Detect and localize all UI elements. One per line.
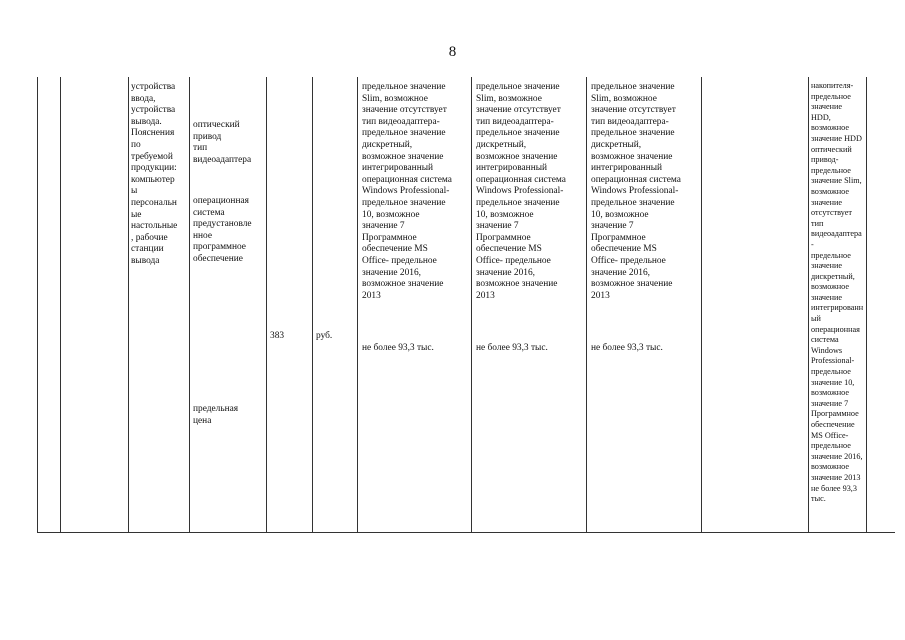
table-border xyxy=(808,77,809,533)
table-border xyxy=(866,77,867,533)
characteristic-os-software: операционная система предустановле нное программное обеспечение xyxy=(193,196,252,264)
characteristic-optical-drive: оптический привод тип видеоадаптера xyxy=(193,120,252,165)
table-border xyxy=(60,77,61,533)
table-border xyxy=(189,77,190,533)
table-border xyxy=(312,77,313,533)
table-border xyxy=(37,77,38,533)
unit-code: 383 xyxy=(270,331,285,341)
table-border xyxy=(357,77,358,533)
page-number: 8 xyxy=(448,44,457,60)
unit-name: руб. xyxy=(316,331,333,341)
price-col1: не более 93,3 тыс. xyxy=(362,343,434,353)
product-name-cell: устройства ввода, устройства вывода. Пояснения по требуемой продукции: компьютер ы персональн ые настольные , рабочие станции вывода xyxy=(131,82,178,266)
table-border xyxy=(701,77,702,533)
table-border xyxy=(471,77,472,533)
table-border xyxy=(128,77,129,533)
table-bottom-border xyxy=(37,532,895,533)
price-col2: не более 93,3 тыс. xyxy=(476,343,548,353)
price-col3: не более 93,3 тыс. xyxy=(591,343,663,353)
spec-text-col3: предельное значение Slim, возможное значение отсутствует тип видеоадаптера- предельное значение дискретный, возможное значение интегрированный операционная система Windows Professional- предельное значение 10, возможное значение 7 Программное обеспечение MS Office- предельное значение 2016, возможное значение 2013 xyxy=(591,82,681,301)
spec-text-col2: предельное значение Slim, возможное значение отсутствует тип видеоадаптера- предельное значение дискретный, возможное значение интегрированный операционная система Windows Professional- предельное значение 10, возможное значение 7 Программное обеспечение MS Office- предельное значение 2016, возможное значение 2013 xyxy=(476,82,566,301)
table-border xyxy=(266,77,267,533)
characteristic-price-limit: предельная цена xyxy=(193,404,239,426)
summary-spec-cell: накопителя- предельное значение HDD, возможное значение HDD оптический привод- предельное значение Slim, возможное значение отсутствует тип видеоадаптера - предельное значение дискретный, возможное значение интегрированн ый операционная система Windows Professional- предельное значение 10, возможное значение 7 Программное обеспечение MS Office- предельное значение 2016, возможное значение 2013 не более 93,3 тыс. xyxy=(811,81,864,504)
spec-text-col1: предельное значение Slim, возможное значение отсутствует тип видеоадаптера- предельное значение дискретный, возможное значение интегрированный операционная система Windows Professional- предельное значение 10, возможное значение 7 Программное обеспечение MS Office- предельное значение 2016, возможное значение 2013 xyxy=(362,82,452,301)
table-border xyxy=(586,77,587,533)
